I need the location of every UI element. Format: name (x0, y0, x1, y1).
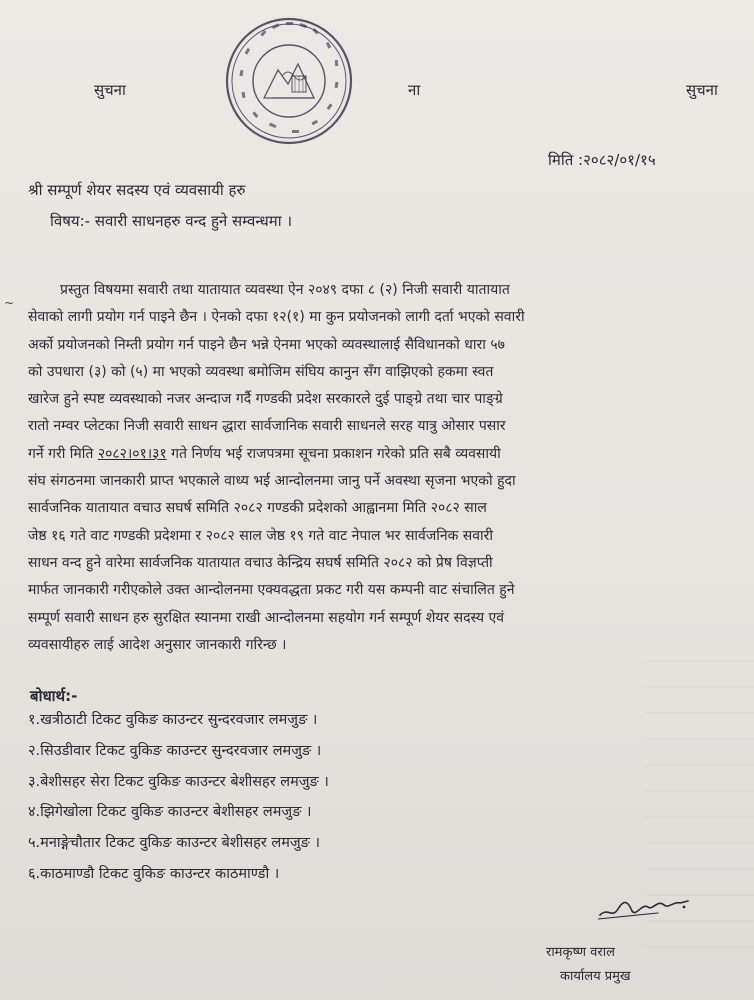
decision-date-underlined: २०८२।०१।३१ (97, 445, 167, 462)
handwritten-signature (598, 895, 690, 921)
cc-list-item: २.सिउडीवार टिकट वुकिङ काउन्टर सुन्दरवजार लमजुङ । (28, 742, 322, 759)
cc-list-item: ३.बेशीसहर सेरा टिकट वुकिङ काउन्टर बेशीसहर लमजुङ । (28, 773, 329, 790)
body-line-3: अर्को प्रयोजनको निम्ती प्रयोग गर्न पाइने छैन भन्ने ऐनमा भएको व्यवस्थालाई सैविधानको धारा ५७ (28, 336, 505, 353)
body-line-4: को उपधारा (३) को (५) मा भएको व्यवस्था बमोजिम संघिय कानुन सँग वाझिएको हकमा स्वत (28, 363, 494, 380)
letter-body (28, 277, 740, 659)
signatory-name: रामकृष्ण वराल (546, 945, 615, 960)
body-line-9: सार्वजनिक यातायात वचाउ सघर्ष समिति २०८२ गण्डकी प्रदेशको आह्वानमा मिति २०८२ साल (28, 500, 487, 517)
cc-list (28, 705, 329, 890)
body-line-2: सेवाको लागी प्रयोग गर्न पाइने छैन । ऐनको दफा १२(१) मा कुन प्रयोजनको लागी दर्ता भएको सवारी (28, 309, 525, 326)
header-notice-middle: ना (408, 81, 421, 99)
signatory-title: कार्यालय प्रमुख (560, 969, 631, 984)
body-line-5: खारेज हुने स्पष्ट व्यवस्थाको नजर अन्दाज गर्दै गण्डकी प्रदेश सरकारले दुई पाङ्ग्रे तथा चार पाङ्ग्रे (28, 391, 503, 408)
body-line-1: प्रस्तुत विषयमा सवारी तथा यातायात व्यवस्था ऐन २०४९ दफा ८ (२) निजी सवारी यातायात (60, 282, 510, 298)
body-line-13: सम्पूर्ण सवारी साधन हरु सुरक्षित स्यानमा राखी आन्दोलनमा सहयोग गर्न सम्पूर्ण शेयर सदस्य एवं (28, 609, 505, 626)
cc-label: बोधार्थ:- (30, 687, 78, 705)
official-seal-stamp (222, 14, 356, 148)
body-line-11: साधन वन्द हुने वारेमा सार्वजनिक यातायात वचाउ केन्द्रिय सघर्ष समिति २०८२ को प्रेष विज्ञप्ती (28, 554, 493, 571)
subject-line: विषय:- सवारी साधनहरु वन्द हुने सम्वन्धमा । (50, 212, 293, 230)
body-line-7 (28, 441, 740, 468)
body-line-6: रातो नम्वर प्लेटका निजी सवारी साधन द्धारा सार्वजानिक सवारी साधनले सरह यात्रु ओसार पसार (28, 418, 506, 435)
header-notice-left: सुचना (94, 81, 126, 99)
cc-list-item: ४.झिगेखोला टिकट वुकिङ काउन्टर बेशीसहर लमजुङ । (28, 804, 312, 821)
cc-list-item: ६.काठमाण्डौ टिकट वुकिङ काउन्टर काठमाण्डौ । (28, 865, 280, 882)
body-line-14: व्यवसायीहरु लाई आदेश अनुसार जानकारी गरिन्छ । (28, 636, 287, 653)
body-line-7-after: गते निर्णय भई राजपत्रमा सूचना प्रकाशन गरेको प्रति सबै व्यवसायी (166, 445, 501, 462)
body-line-7-before: गर्ने गरी मिति (28, 445, 98, 462)
header-notice-right: सुचना (686, 81, 718, 99)
margin-mark: ~ (4, 296, 15, 310)
body-line-12: मार्फत जानकारी गरीएकोले उक्त आन्दोलनमा एक्यवद्धता प्रकट गरी यस कम्पनी वाट संचालित हुने (28, 582, 515, 599)
body-line-8: संघ संगठनमा जानकारी प्राप्त भएकाले वाध्य भई आन्दोलनमा जानु पर्ने अवस्था सृजना भएको हुदा (28, 473, 516, 490)
recipient-line: श्री सम्पूर्ण शेयर सदस्य एवं व्यवसायी हरु (28, 181, 246, 199)
cc-list-item: ५.मनाङ्गेचौतार टिकट वुकिङ काउन्टर बेशीसहर लमजुङ । (28, 835, 321, 852)
body-line-10: जेष्ठ १६ गते वाट गण्डकी प्रदेशमा र २०८२ साल जेष्ठ १९ गते वाट नेपाल भर सार्वजनिक सवारी (28, 527, 494, 544)
cc-list-item: १.खत्रीठाटी टिकट वुकिङ काउन्टर सुन्दरवजार लमजुङ । (28, 712, 318, 728)
letter-date: मिति :२०८२/०१/१५ (548, 151, 656, 169)
